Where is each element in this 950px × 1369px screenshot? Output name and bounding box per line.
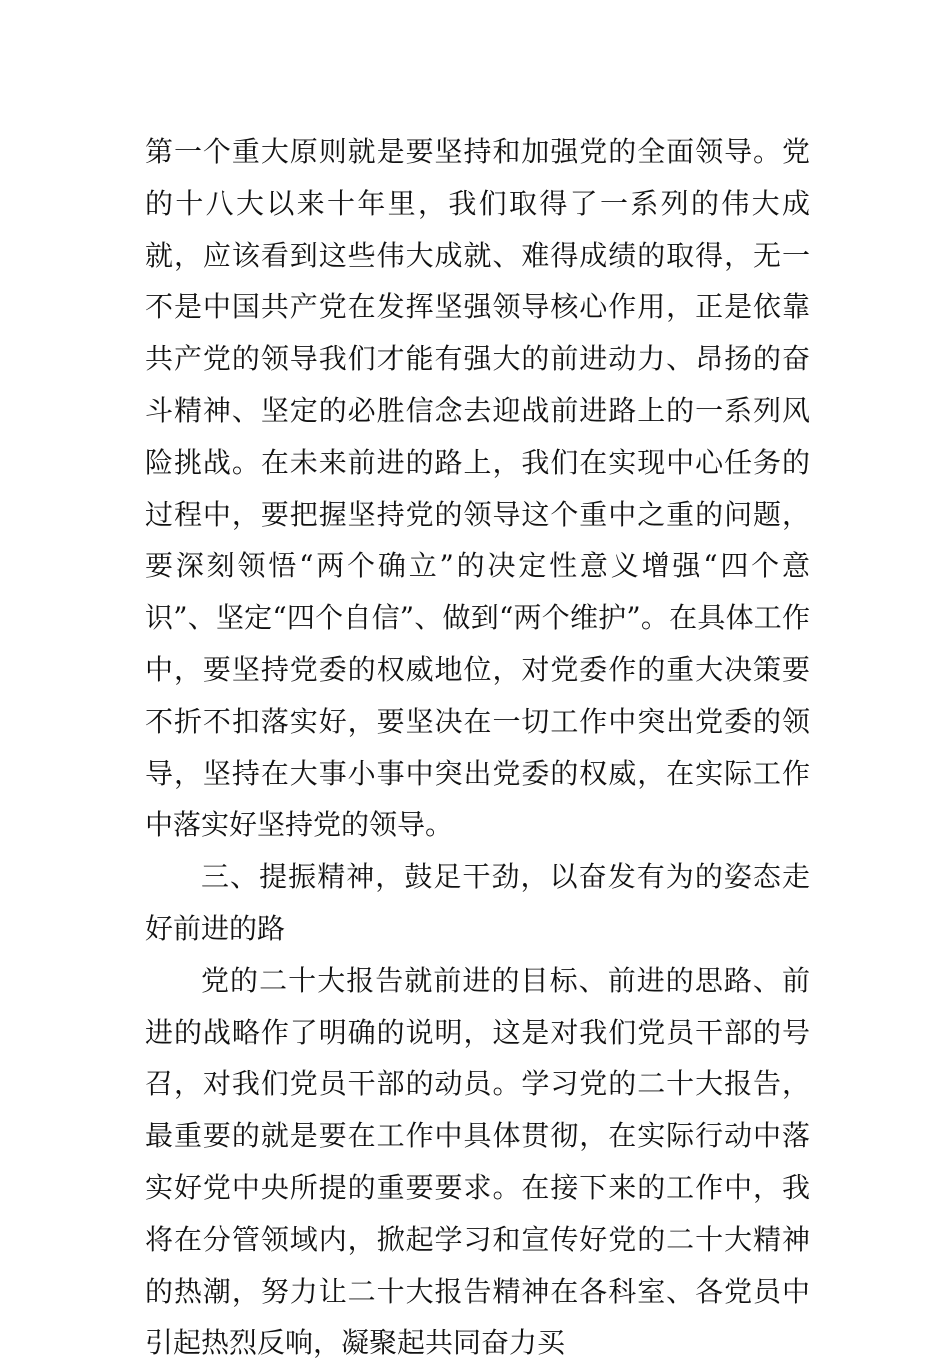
body-paragraph-twentieth-congress: 党的二十大报告就前进的目标、前进的思路、前进的战略作了明确的说明，这是对我们党员干部的号召，对我们党员干部的动员。学习党的二十大报告，最重要的就是要在工作中具体贯彻，在实际行动中落实好党中央所提的重要要求。在接下来的工作中，我将在分管领域内，掀起学习和宣传好党的二十大精神的热潮，努力让二十大报告精神在各科室、各党员中引起热烈反响，凝聚起共同奋力买 (145, 963, 810, 1360)
section-heading-three: 三、提振精神，鼓足干劲，以奋发有为的姿态走好前进的路 (145, 860, 810, 945)
document-body (145, 126, 810, 1369)
body-paragraph-party-leadership: 第一个重大原则就是要坚持和加强党的全面领导。党的十八大以来十年里，我们取得了一系列的伟大成就，应该看到这些伟大成就、难得成绩的取得，无一不是中国共产党在发挥坚强领导核心作用，正是依靠共产党的领导我们才能有强大的前进动力、昂扬的奋斗精神、坚定的必胜信念去迎战前进路上的一系列风险挑战。在未来前进的路上，我们在实现中心任务的过程中，要把握坚持党的领导这个重中之重的问题，要深刻领悟“两个确立”的决定性意义增强“四个意识”、坚定“四个自信”、做到“两个维护”。在具体工作中，要坚持党委的权威地位，对党委作的重大决策要不折不扣落实好，要坚决在一切工作中突出党委的领导，坚持在大事小事中突出党委的权威，在实际工作中落实好坚持党的领导。 (145, 135, 810, 842)
